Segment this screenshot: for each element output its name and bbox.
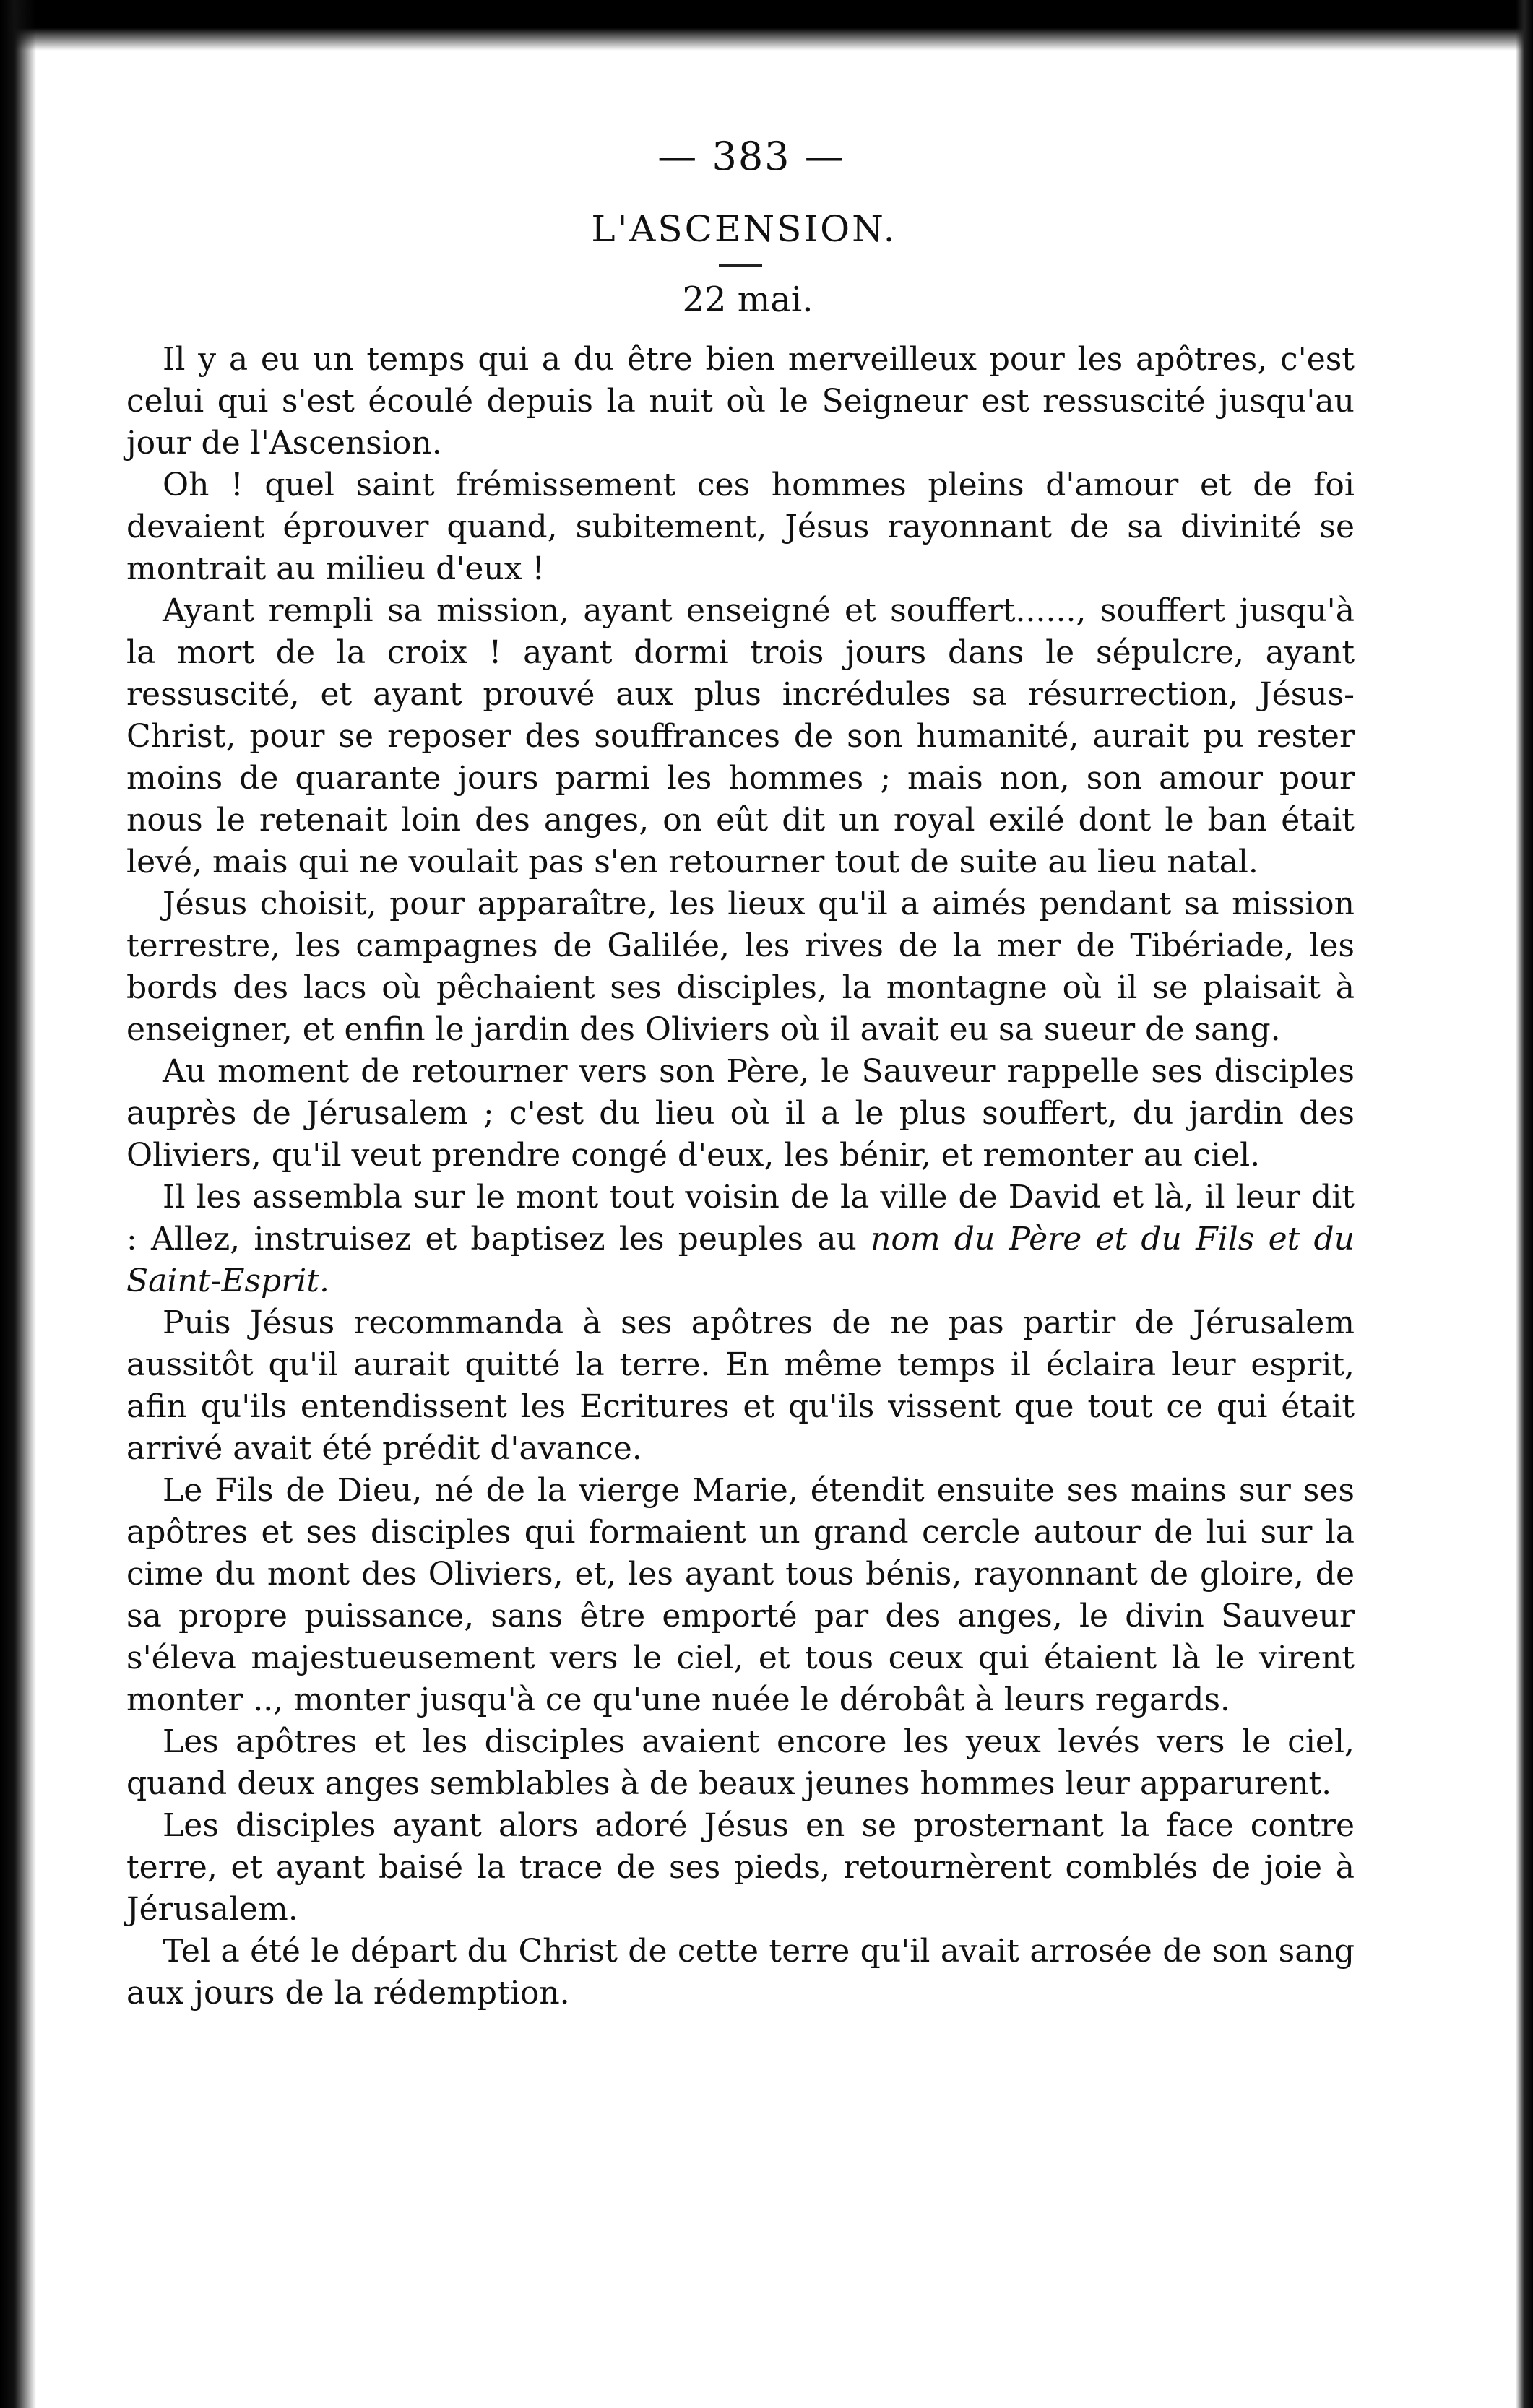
italic-phrase: nom du Père et du Fils et du Saint-Esprit. [126,1221,1355,1299]
paragraph: Oh ! quel saint frémissement ces hommes pleins d'amour et de foi devaient éprouver quand, subitement, Jésus rayonnant de sa divinité se montrait au milieu d'eux ! [126,467,1355,587]
paragraph: Jésus choisit, pour apparaître, les lieux qu'il a aimés pendant sa mission terrestre, les campagnes de Galilée, les rives de la mer de Tibériade, les bords des lacs où pêchaient ses disciples, la montagne où il se plaisait à enseigner, et enfin le jardin des Oliviers où il avait eu sa sueur de sang. [126,885,1355,1048]
paragraph: Ayant rempli sa mission, ayant enseigné et souffert......, souffert jusqu'à la mort de la croix ! ayant dormi trois jours dans le sépulcre, ayant ressuscité, et ayant prouvé aux plus incrédules sa résurrection, Jésus-Christ, pour se reposer des souffrances de son humanité, aurait pu rester moins de quarante jours parmi les hommes ; mais non, son amour pour nous le retenait loin des anges, on eût dit un royal exilé dont le ban était levé, mais qui ne voulait pas s'en retourner tout de suite au lieu natal. [126,592,1355,880]
paragraph: Puis Jésus recommanda à ses apôtres de ne pas partir de Jérusalem aussitôt qu'il aurait quitté la terre. En même temps il éclaira leur esprit, afin qu'ils entendissent les Ecritures et qu'ils vissent que tout ce qui était arrivé avait été prédit d'avance. [126,1304,1355,1467]
scan-edge-left [0,0,36,2408]
paragraph: Il y a eu un temps qui a du être bien merveilleux pour les apôtres, c'est celui qui s'est écoulé depuis la nuit où le Seigneur est ressuscité jusqu'au jour de l'Ascension. [126,341,1355,462]
title-divider [719,264,762,267]
paragraph: Tel a été le départ du Christ de cette terre qu'il avait arrosée de son sang aux jours de la rédemption. [126,1933,1355,2011]
scan-edge-right [1516,0,1533,2408]
scan-edge-top [0,0,1533,51]
book-page [126,126,1355,2014]
body-text [126,339,1355,2014]
paragraph: Le Fils de Dieu, né de la vierge Marie, étendit ensuite ses mains sur ses apôtres et ses disciples qui formaient un grand cercle autour de lui sur la cime du mont des Oliviers, et, les ayant tous bénis, rayonnant de gloire, de sa propre puissance, sans être emporté par des anges, le divin Sauveur s'éleva majestueusement vers le ciel, et tous ceux qui étaient là le virent monter .., monter jusqu'à ce qu'une nuée le dérobât à leurs regards. [126,1472,1355,1718]
page-number: — 383 — [657,134,845,179]
paragraph: Les apôtres et les disciples avaient encore les yeux levés vers le ciel, quand deux anges semblables à de beaux jeunes hommes leur apparurent. [126,1723,1355,1802]
paragraph: Au moment de retourner vers son Père, le Sauveur rappelle ses disciples auprès de Jérusalem ; c'est du lieu où il a le plus souffert, du jardin des Oliviers, qu'il veut prendre congé d'eux, les bénir, et remonter au ciel. [126,1053,1355,1174]
chapter-title: L'ASCENSION. [591,208,897,250]
date-line: 22 mai. [682,280,813,320]
paragraph: Il les assembla sur le mont tout voisin de la ville de David et là, il leur dit : Allez, instruisez et baptisez les peuples au nom du Père et du Fils et du Saint-Esprit. [126,1179,1355,1299]
paragraph: Les disciples ayant alors adoré Jésus en se prosternant la face contre terre, et ayant baisé la trace de ses pieds, retournèrent comblés de joie à Jérusalem. [126,1807,1355,1928]
